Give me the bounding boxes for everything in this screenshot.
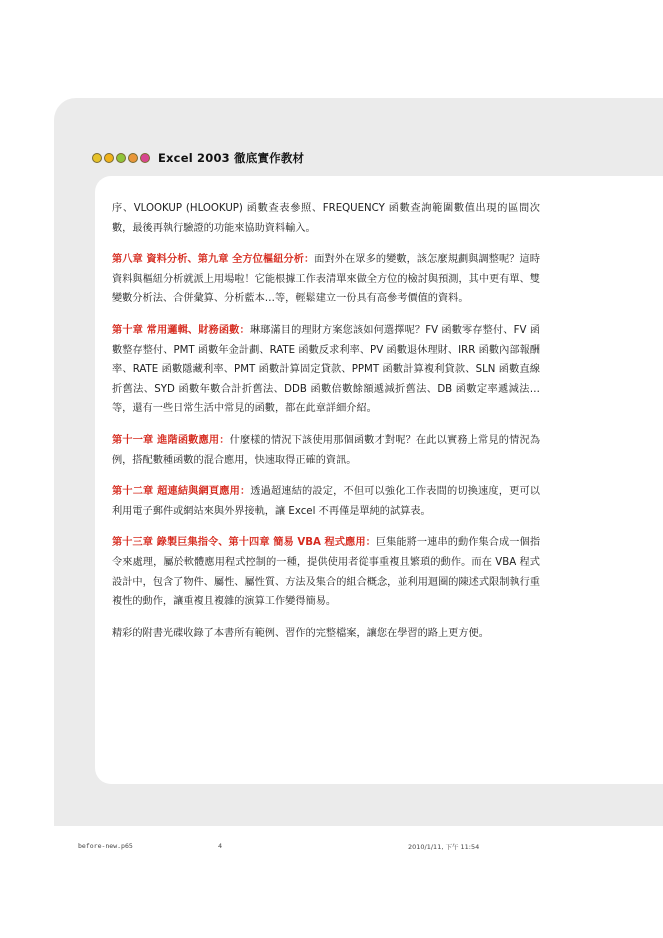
chapter-heading: 第十一章 進階函數應用： [112,434,230,446]
paragraph-body: 巨集能將一連串的動作集合成一個指令來處理，屬於軟體應用程式控制的一種，提供使用者從事重複且繁瑣的動作。而在 VBA 程式設計中，包含了物件、屬性、屬性質、方法及集合的組合概念，並利用迴圈的陳述式限制執行重複性的動作，讓重複且複雜的演算工作變得簡易。 [112,537,541,608]
paragraph-body: 序、VLOOKUP (HLOOKUP) 函數查表參照、FREQUENCY 函數查詢範圍數值出現的區間次數，最後再執行驗證的功能來協助資料輸入。 [112,203,540,234]
chapter-heading: 第八章 資料分析、第九章 全方位樞紐分析： [112,254,315,266]
running-header [92,148,304,168]
footer-page-number: 4 [218,842,223,850]
paragraph-body: 透過超連結的設定，不但可以強化工作表間的切換速度，更可以利用電子郵件或網站來與外界接軌，讓 Excel 不再僅是單純的試算表。 [112,486,540,517]
paragraph-body: 精彩的附書光碟收錄了本書所有範例、習作的完整檔案，讓您在學習的路上更方便。 [112,627,489,639]
chapter-heading: 第十二章 超連結與網頁應用： [112,486,251,498]
chapter-heading: 第十章 常用邏輯、財務函數： [112,324,250,336]
paragraph [112,624,540,644]
decorative-dot-icon [116,153,126,163]
paragraph [112,321,540,419]
paragraph [112,199,540,238]
paragraph [112,431,540,470]
paragraph [112,250,540,309]
decorative-dot-icon [104,153,114,163]
paragraph-body: 面對外在眾多的變數，該怎麼規劃與調整呢？這時資料與樞紐分析就派上用場啦！它能根據工作表清單來做全方位的檢討與預測，其中更有單、雙變數分析法、合併彙算、分析藍本…等，輕鬆建立一份具有高參考價值的資料。 [112,254,540,305]
paragraph [112,482,540,521]
decorative-dot-icon [140,153,150,163]
paragraph-body: 琳瑯滿目的理財方案您該如何選擇呢？FV 函數零存整付、FV 函數整存整付、PMT 函數年金計劃、RATE 函數反求利率、PV 函數退休理財、IRR 函數內部報酬率、RATE 函數隱藏利率、PMT 函數計算固定貸款、PPMT 函數計算複利貸款、SLN 函數直線折舊法、SYD 函數年數合計折舊法、DDB 函數倍數餘額遞減折舊法、DB 函數定率遞減法…等，還有一些日常生活中常見的函數，都在此章詳細介紹。 [112,324,541,415]
body-text [112,199,540,655]
book-title: Excel 2003 徹底實作教材 [158,151,305,165]
paragraph [112,533,540,611]
paragraph-body: 什麼樣的情況下該使用那個函數才對呢？在此以實務上常見的情況為例，搭配數種函數的混合應用，快速取得正確的資訊。 [112,434,541,466]
footer-timestamp: 2010/1/11, 下午 11:54 [408,843,480,851]
chapter-heading: 第十三章 錄製巨集指令、第十四章 簡易 VBA 程式應用： [112,537,376,549]
decorative-dot-icon [92,153,102,163]
decorative-dot-icon [128,153,138,163]
footer-file-name: before-new.p65 [78,842,133,850]
